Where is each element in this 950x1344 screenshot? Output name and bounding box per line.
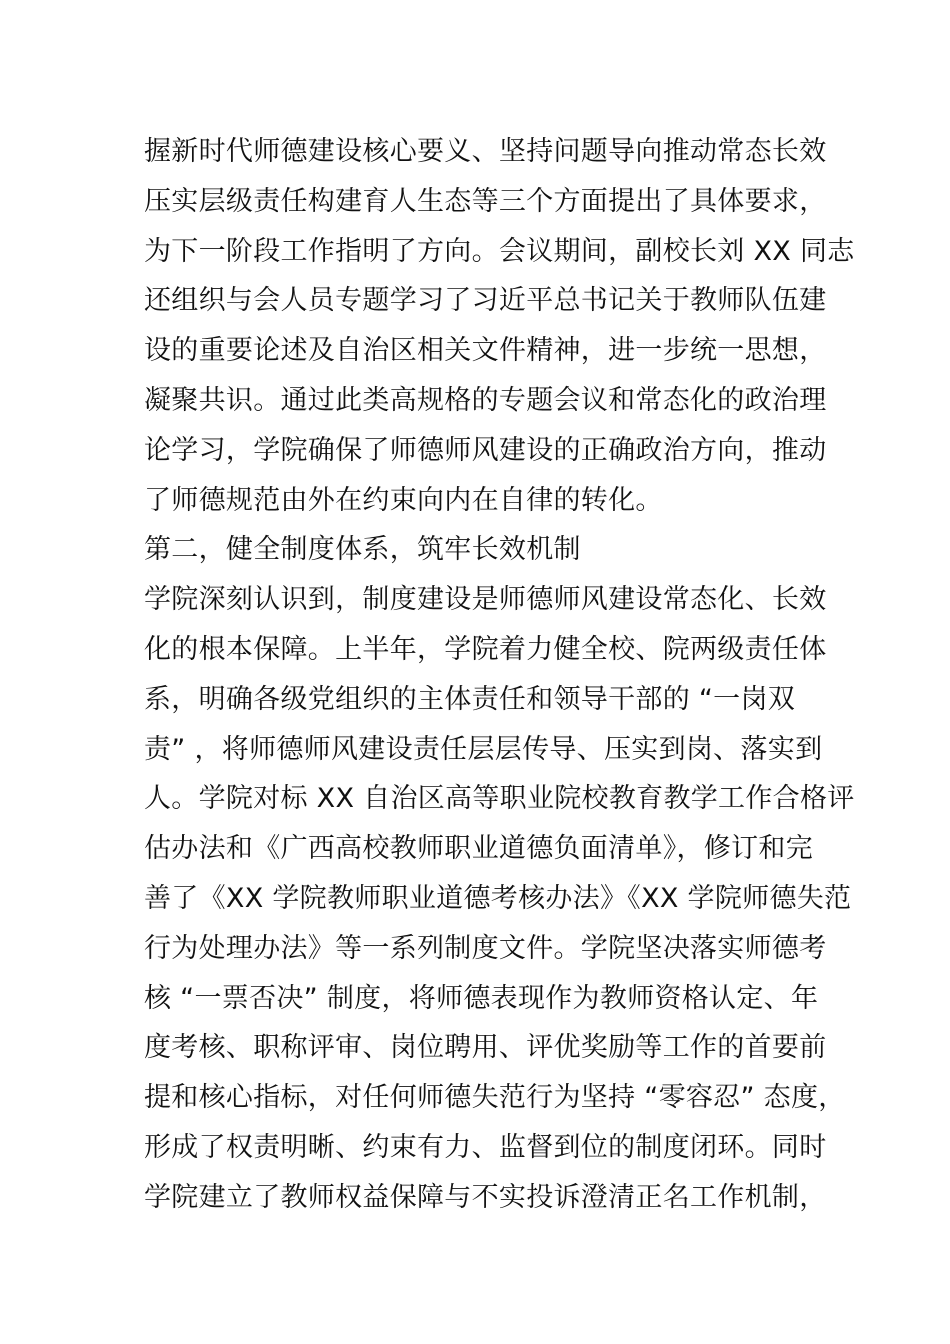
text-line: 责” ，将师德师风建设责任层层传导、压实到岗、落实到 [144, 733, 823, 765]
text-line: 化的根本保障。上半年，学院着力健全校、院两级责任体 [144, 633, 827, 665]
text-line: 提和核心指标，对任何师德失范行为坚持 “零容忍” 态度， [144, 1082, 846, 1114]
text-line: 学院深刻认识到，制度建设是师德师风建设常态化、长效 [144, 584, 827, 616]
text-line: 了师德规范由外在约束向内在自律的转化。 [144, 484, 663, 516]
text-line: 设的重要论述及自治区相关文件精神，进一步统一思想， [144, 335, 827, 367]
text-line: 凝聚共识。通过此类高规格的专题会议和常态化的政治理 [144, 384, 827, 416]
text-line: 核 “一票否决” 制度，将师德表现作为教师资格认定、年 [144, 982, 819, 1014]
text-line: 系，明确各级党组织的主体责任和领导干部的 “一岗双 [144, 683, 796, 715]
text-line: 善了《XX 学院教师职业道德考核办法》《XX 学院师德失范 [144, 882, 852, 914]
text-line: 学院建立了教师权益保障与不实投诉澄清正名工作机制， [144, 1181, 827, 1213]
text-line: 压实层级责任构建育人生态等三个方面提出了具体要求， [144, 185, 827, 217]
text-line: 行为处理办法》等一系列制度文件。学院坚决落实师德考 [144, 932, 827, 964]
text-line: 估办法和《广西高校教师职业道德负面清单》，修订和完 [144, 833, 813, 865]
text-line: 握新时代师德建设核心要义、坚持问题导向推动常态长效 [144, 136, 827, 167]
text-line: 论学习，学院确保了师德师风建设的正确政治方向，推动 [144, 434, 827, 466]
text-line: 度考核、职称评审、岗位聘用、评优奖励等工作的首要前 [144, 1032, 827, 1064]
section-heading: 第二，健全制度体系，筑牢长效机制 [144, 534, 581, 566]
body-text [144, 127, 855, 1223]
text-line: 还组织与会人员专题学习了习近平总书记关于教师队伍建 [144, 285, 827, 317]
text-line: 人。学院对标 XX 自治区高等职业院校教育教学工作合格评 [144, 783, 855, 815]
text-line: 为下一阶段工作指明了方向。会议期间，副校长刘 XX 同志 [144, 235, 855, 267]
text-line: 形成了权责明晰、约束有力、监督到位的制度闭环。同时 [144, 1131, 827, 1163]
